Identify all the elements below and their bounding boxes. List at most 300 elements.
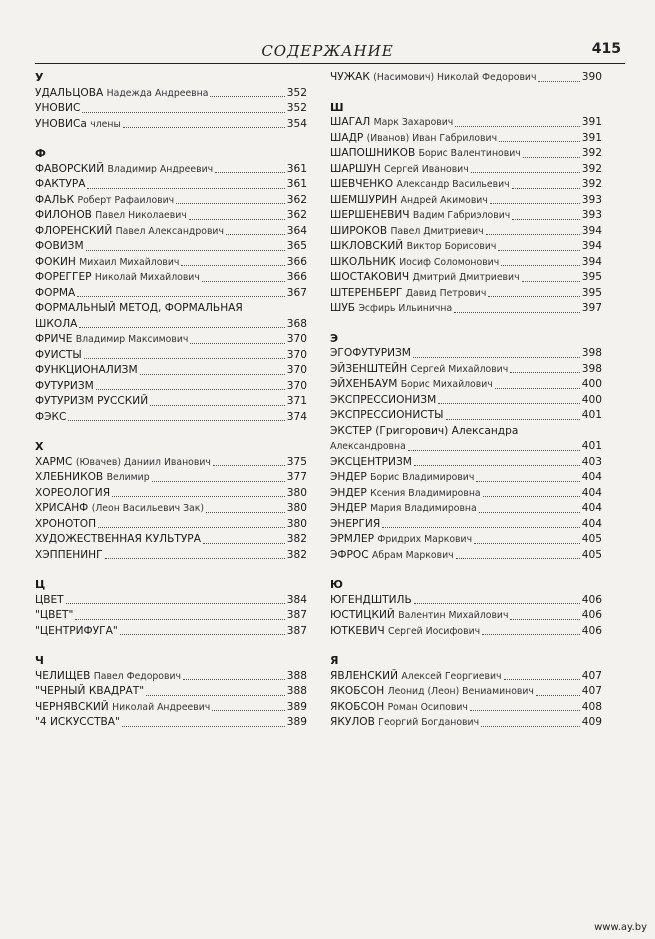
entry-name: Роман Осипович [387, 701, 468, 713]
entry-page-number: 405 [581, 548, 602, 561]
entry-text [330, 517, 380, 533]
dot-leader [123, 127, 285, 128]
entry-heading: ШАДР [330, 131, 364, 144]
section-letter: Ф [35, 147, 46, 160]
toc-entry [35, 193, 307, 209]
entry-page-number: 392 [581, 178, 602, 190]
entry-name: (Иванов) Иван Габрилович [366, 132, 498, 144]
dot-leader [499, 141, 580, 142]
entry-heading: ХУДОЖЕСТВЕННАЯ КУЛЬТУРА [35, 533, 201, 545]
toc-section [35, 577, 307, 639]
toc-section [35, 70, 307, 132]
entry-heading: ШИРОКОВ [330, 224, 388, 237]
entry-text [35, 332, 188, 348]
entry-page-number: 394 [581, 255, 602, 268]
toc-entry [330, 408, 602, 424]
entry-name: Марк Захарович [373, 117, 454, 128]
entry-page-number: 384 [286, 593, 307, 606]
entry-heading: ЯКОБСОН [330, 685, 385, 697]
entry-text [330, 393, 436, 409]
entry-text [330, 669, 502, 685]
entry-heading: "ЦЕНТРИФУГА" [35, 624, 118, 637]
entry-heading: ФОРЕГГЕР [35, 271, 92, 283]
entry-name: (Леон Васильевич Зак) [91, 503, 204, 514]
toc-entry [35, 224, 307, 240]
entry-name: Александр Васильевич [396, 179, 510, 190]
toc-entry [330, 393, 602, 409]
entry-page-number: 398 [581, 347, 602, 359]
toc-entry [35, 669, 307, 685]
dot-leader [438, 403, 580, 404]
toc-section [330, 653, 602, 731]
entry-heading-continued: ШКОЛА [35, 317, 78, 330]
toc-entry [35, 270, 307, 286]
entry-text [330, 177, 510, 193]
entry-name: Мария Владимировна [370, 503, 477, 514]
entry-text [35, 548, 103, 564]
entry-page-number: 395 [581, 271, 602, 283]
toc-column-left [35, 70, 307, 745]
entry-page-number: 401 [581, 440, 602, 452]
entry-heading: ЮГЕНДШТИЛЬ [330, 593, 412, 606]
entry-heading: УНОВИСа [35, 117, 87, 130]
entry-text [330, 115, 453, 131]
dot-leader [501, 265, 580, 266]
toc-entry [35, 394, 307, 410]
entry-text [35, 684, 144, 700]
entry-heading: ФАЛЬК [35, 193, 75, 206]
dot-leader [190, 343, 284, 344]
entry-page-number: 394 [581, 240, 602, 252]
entry-page-number: 401 [581, 409, 602, 421]
entry-text [35, 470, 150, 486]
entry-text [330, 131, 497, 147]
entry-heading: ФУТУРИЗМ [35, 379, 94, 392]
entry-text [35, 117, 121, 133]
dot-leader [183, 679, 285, 680]
entry-text [35, 379, 94, 395]
entry-name: Ксения Владимировна [370, 487, 481, 499]
entry-text [330, 70, 536, 86]
dot-leader [112, 496, 285, 497]
entry-name: члены [90, 118, 121, 130]
toc-section [35, 653, 307, 731]
toc-entry [330, 286, 602, 302]
entry-page-number: 374 [286, 410, 307, 423]
entry-heading: ФАКТУРА [35, 178, 86, 190]
entry-page-number: 406 [581, 609, 602, 621]
entry-name: Сергей Иванович [384, 163, 469, 175]
dot-leader [483, 496, 580, 497]
entry-text [330, 501, 477, 517]
dot-leader [476, 481, 579, 482]
entry-name: (Ювачев) Даниил Иванович [75, 456, 211, 468]
toc-entry [35, 455, 307, 471]
entry-name: Давид Петрович [405, 287, 487, 299]
entry-heading: ФОРМАЛЬНЫЙ МЕТОД, ФОРМАЛЬНАЯ [35, 302, 243, 314]
toc-entry-first-line [35, 301, 307, 317]
entry-page-number: 389 [286, 700, 307, 713]
entry-text [330, 624, 480, 640]
entry-heading: ШУБ [330, 302, 356, 314]
toc-entry [35, 548, 307, 564]
entry-text [330, 455, 412, 471]
entry-name: Павел Дмитриевич [390, 225, 484, 237]
dot-leader [68, 420, 284, 421]
entry-text [35, 363, 138, 379]
entry-heading: ФОКИН [35, 255, 76, 268]
dot-leader [490, 203, 580, 204]
toc-entry [330, 439, 602, 455]
entry-page-number: 387 [286, 624, 307, 637]
dot-leader [189, 219, 285, 220]
entry-text [35, 394, 148, 410]
entry-heading: ЧЕРНЯВСКИЙ [35, 700, 109, 713]
entry-name: Надежда Андреевна [106, 87, 209, 99]
entry-heading: ФОРМА [35, 286, 76, 299]
dot-leader [212, 710, 284, 711]
toc-entry [330, 669, 602, 685]
entry-heading: ФАВОРСКИЙ [35, 162, 105, 175]
entry-name: (Насимович) Николай Федорович [373, 72, 537, 83]
entry-name: Виктор Борисович [406, 241, 497, 252]
toc-entry [35, 624, 307, 640]
entry-page-number: 366 [286, 255, 307, 268]
toc-entry [35, 532, 307, 548]
dot-leader [66, 603, 285, 604]
dot-leader [152, 481, 285, 482]
entry-name: Эсфирь Ильинична [358, 303, 453, 314]
entry-page-number: 364 [286, 224, 307, 237]
entry-name: Иосиф Соломонович [399, 256, 500, 268]
dot-leader [120, 634, 285, 635]
toc-entry [330, 301, 602, 317]
entry-page-number: 404 [581, 486, 602, 499]
dot-leader [498, 250, 579, 251]
dot-leader [454, 312, 580, 313]
entry-name: Павел Александрович [115, 225, 224, 237]
entry-name: Фридрих Маркович [377, 534, 473, 545]
entry-name: Сергей Михайлович [410, 363, 509, 375]
entry-text [35, 593, 64, 609]
dot-leader [79, 327, 284, 328]
entry-text [330, 408, 444, 424]
entry-page-number: 400 [581, 393, 602, 406]
dot-leader [512, 219, 580, 220]
entry-heading: ШЕВЧЕНКО [330, 178, 394, 190]
entry-heading: ЭКСПРЕССИОНИЗМ [330, 393, 437, 406]
entry-page-number: 404 [581, 471, 602, 483]
toc-entry [35, 684, 307, 700]
entry-name-continued: Александровна [330, 441, 406, 452]
entry-name: Борис Валентинович [418, 148, 521, 159]
dot-leader [77, 296, 285, 297]
entry-page-number: 408 [581, 700, 602, 713]
entry-page-number: 404 [581, 502, 602, 514]
entry-heading: ЭГОФУТУРИЗМ [330, 347, 411, 359]
entry-heading: ФИЛОНОВ [35, 209, 92, 221]
entry-page-number: 388 [286, 669, 307, 682]
dot-leader [382, 527, 580, 528]
entry-text [35, 224, 224, 240]
entry-page-number: 368 [286, 317, 307, 330]
entry-heading: ШЕМШУРИН [330, 193, 398, 206]
entry-heading: ЭКСЦЕНТРИЗМ [330, 455, 412, 468]
header-rule [35, 63, 625, 64]
dot-leader [510, 372, 580, 373]
entry-text [35, 410, 66, 426]
entry-page-number: 389 [286, 716, 307, 728]
entry-text [330, 146, 521, 162]
toc-entry [330, 377, 602, 393]
entry-text [330, 593, 412, 609]
toc-entry [35, 286, 307, 302]
toc-column-right [330, 70, 602, 745]
entry-text [330, 346, 411, 362]
toc-entry [330, 131, 602, 147]
entry-text [35, 255, 179, 271]
entry-name: Борис Михайлович [400, 379, 493, 390]
entry-heading: ЭЙХЕНБАУМ [330, 378, 398, 390]
entry-heading: ФЭКС [35, 410, 67, 423]
dot-leader [481, 726, 580, 727]
page-number: 415 [591, 41, 621, 57]
dot-leader [105, 558, 285, 559]
toc-section [35, 439, 307, 563]
entry-name: Абрам Маркович [372, 549, 454, 561]
dot-leader [488, 296, 579, 297]
entry-text [330, 548, 454, 564]
entry-page-number: 388 [286, 685, 307, 697]
entry-heading: ШТЕРЕНБЕРГ [330, 286, 403, 299]
entry-page-number: 370 [286, 364, 307, 376]
entry-page-number: 394 [581, 224, 602, 237]
entry-heading: ФРИЧЕ [35, 333, 73, 345]
toc-entry [330, 486, 602, 502]
entry-page-number: 377 [286, 471, 307, 483]
dot-leader [140, 374, 285, 375]
entry-heading: ЭНЕРГИЯ [330, 517, 381, 530]
dot-leader [96, 389, 285, 390]
entry-name: Дмитрий Дмитриевич [412, 272, 520, 283]
entry-heading: ЭРМЛЕР [330, 533, 374, 545]
entry-page-number: 397 [581, 302, 602, 314]
toc-entry [35, 410, 307, 426]
entry-page-number: 366 [286, 271, 307, 283]
toc-entry [330, 548, 602, 564]
entry-text [330, 700, 468, 716]
entry-text [330, 439, 406, 455]
entry-heading: ХРОНОТОП [35, 517, 97, 530]
entry-text [330, 377, 493, 393]
dot-leader [206, 512, 285, 513]
dot-leader [470, 710, 580, 711]
entry-name: Андрей Акимович [400, 194, 488, 206]
toc-entry [330, 517, 602, 533]
toc-entry [35, 379, 307, 395]
entry-heading: "ЦВЕТ" [35, 609, 74, 621]
toc-entry [35, 501, 307, 517]
entry-heading: ЮТКЕВИЧ [330, 624, 385, 637]
entry-page-number: 403 [581, 455, 602, 468]
dot-leader [474, 543, 580, 544]
entry-text [330, 486, 481, 502]
entry-text [330, 608, 508, 624]
toc-section [330, 100, 602, 317]
toc-entry [330, 115, 602, 131]
entry-name: Павел Николаевич [95, 210, 187, 221]
entry-page-number: 362 [286, 193, 307, 206]
entry-text [35, 517, 96, 533]
dot-leader [479, 512, 580, 513]
entry-heading: ФУТУРИЗМ РУССКИЙ [35, 395, 149, 407]
entry-text [330, 286, 486, 302]
toc-entry [330, 146, 602, 162]
toc-entry [330, 70, 602, 86]
entry-page-number: 393 [581, 193, 602, 206]
entry-heading: ФУНКЦИОНАЛИЗМ [35, 364, 138, 376]
entry-page-number: 404 [581, 517, 602, 530]
toc-entry [330, 224, 602, 240]
toc-entry [330, 684, 602, 700]
toc-entry [330, 700, 602, 716]
entry-heading: ШАПОШНИКОВ [330, 147, 416, 159]
entry-page-number: 407 [581, 669, 602, 682]
dot-leader [414, 603, 580, 604]
entry-heading: УДАЛЬЦОВА [35, 86, 104, 99]
entry-name: Николай Михайлович [94, 272, 200, 283]
toc-entry [330, 193, 602, 209]
entry-text [35, 700, 210, 716]
entry-text [330, 208, 510, 224]
dot-leader [522, 281, 580, 282]
entry-text [35, 286, 75, 302]
toc-entry [330, 162, 602, 178]
entry-page-number: 352 [286, 86, 307, 99]
entry-text [330, 270, 520, 286]
entry-name: Владимир Андреевич [107, 163, 214, 175]
watermark: www.ay.by [594, 922, 647, 933]
entry-name: Роберт Рафаилович [77, 194, 175, 206]
entry-heading: ХОРЕОЛОГИЯ [35, 486, 111, 499]
entry-heading: ЧЕЛИЩЕВ [35, 669, 91, 682]
toc-entry [330, 715, 602, 731]
toc-entry [35, 486, 307, 502]
entry-heading: ЭЙЗЕНШТЕЙН [330, 362, 408, 375]
toc-entry [330, 470, 602, 486]
toc-entry [35, 517, 307, 533]
section-letter: Ш [330, 100, 344, 114]
toc-section [35, 146, 307, 425]
toc-entry [35, 239, 307, 255]
entry-page-number: 391 [581, 116, 602, 128]
dot-leader [75, 619, 284, 620]
entry-text [35, 101, 80, 117]
entry-page-number: 370 [286, 348, 307, 361]
toc-entry [35, 162, 307, 178]
entry-heading: ФУИСТЫ [35, 348, 82, 361]
dot-leader [456, 558, 580, 559]
toc-entry [330, 362, 602, 378]
dot-leader [536, 695, 580, 696]
entry-page-number: 370 [286, 333, 307, 345]
toc-entry [330, 501, 602, 517]
entry-page-number: 390 [581, 71, 602, 83]
dot-leader [82, 112, 284, 113]
entry-page-number: 392 [581, 147, 602, 159]
entry-heading: ШКЛОВСКИЙ [330, 240, 404, 252]
entry-text [35, 162, 213, 178]
entry-heading: ЦВЕТ [35, 593, 64, 606]
dot-leader [181, 265, 284, 266]
entry-name: Владимир Максимович [75, 334, 189, 345]
entry-page-number: 406 [581, 624, 602, 637]
dot-leader [210, 96, 284, 97]
toc-entry [35, 363, 307, 379]
entry-text [35, 239, 84, 255]
entry-heading: ЯКУЛОВ [330, 716, 375, 728]
entry-heading: ЯВЛЕНСКИЙ [330, 669, 399, 682]
entry-page-number: 382 [286, 533, 307, 545]
entry-page-number: 391 [581, 131, 602, 144]
entry-name: (Григорович) Александра [375, 424, 519, 437]
entry-text [35, 86, 208, 102]
dot-leader [455, 126, 579, 127]
entry-name: Георгий Богданович [378, 717, 480, 728]
toc-entry [35, 593, 307, 609]
entry-text [330, 362, 508, 378]
entry-text [35, 208, 187, 224]
dot-leader [408, 450, 580, 451]
toc-entry [330, 208, 602, 224]
dot-leader [202, 281, 285, 282]
section-letter: Ц [35, 578, 46, 591]
entry-page-number: 392 [581, 162, 602, 175]
entry-heading: ШАРШУН [330, 162, 381, 175]
entry-text [35, 624, 118, 640]
toc-entry [35, 348, 307, 364]
entry-heading: ЧУЖАК [330, 71, 370, 83]
entry-heading: "4 ИСКУССТВА" [35, 716, 120, 728]
entry-heading: ЭФРОС [330, 548, 369, 561]
dot-leader [482, 634, 580, 635]
entry-heading: ЭНДЕР [330, 502, 367, 514]
entry-heading: ЯКОБСОН [330, 700, 385, 713]
toc-entry [330, 346, 602, 362]
entry-text [330, 470, 474, 486]
entry-heading: ФОВИЗМ [35, 240, 84, 252]
entry-page-number: 393 [581, 209, 602, 221]
toc-entry [35, 117, 307, 133]
dot-leader [523, 157, 580, 158]
dot-leader [495, 388, 580, 389]
toc-entry [35, 470, 307, 486]
entry-page-number: 354 [286, 117, 307, 130]
toc-entry [35, 208, 307, 224]
dot-leader [146, 695, 285, 696]
toc-entry [330, 270, 602, 286]
toc-entry [330, 177, 602, 193]
entry-text [35, 348, 82, 364]
dot-leader [176, 203, 285, 204]
entry-page-number: 361 [286, 162, 307, 175]
entry-heading: ФЛОРЕНСКИЙ [35, 224, 113, 237]
entry-heading: ЭНДЕР [330, 471, 367, 483]
dot-leader [122, 726, 285, 727]
entry-heading: ХЛЕБНИКОВ [35, 471, 104, 483]
section-letter: Х [35, 440, 44, 453]
entry-heading: ШОСТАКОВИЧ [330, 271, 410, 283]
